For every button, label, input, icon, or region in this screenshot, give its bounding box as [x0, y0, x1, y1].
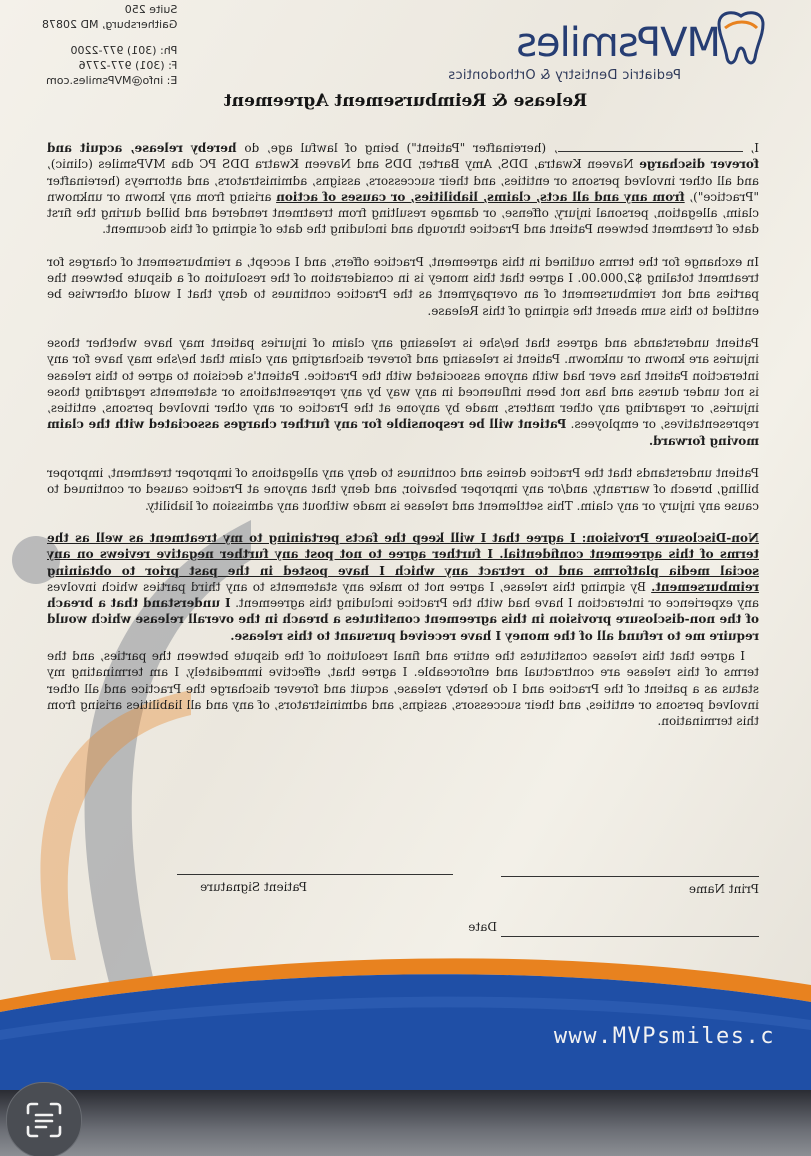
paragraph-release: [47, 140, 759, 238]
agreement-body: [47, 140, 759, 746]
signature-block: [47, 862, 759, 952]
logo-wordmark: [517, 20, 721, 66]
photo-bottom-shadow: [0, 1090, 811, 1156]
p5-bold: I understand that a breach of the non-disclosure provision in this agreement constitutes a breach in the overall release which would require me to refund all of the money I have received pursuant to this release.: [47, 596, 759, 643]
p3-text: Patient understands and agrees that he/she is releasing any claim of injuries patient may have whether those injuries are known or unknown. Patient is releasing and forever discharging any claim that he/she may have for any interaction Patient has ever had with anyone associated with the Practice. Patient's decision to agree to this release is not under duress and has not been influenced in any way by any representations or statements regarding those injuries, or regarding any other matters, made by anyone at the Practice or any other involved persons, entities, representatives, or employees.: [47, 335, 759, 432]
print-name-label: Print Name: [688, 882, 759, 896]
p5-head: Non-Disclosure Provision:: [581, 530, 759, 545]
p1-text1: Naveen Kwatra, DDS, Amy Barter, DDS and Naveen Kwatra DDS PC dba MVPsmiles (clinic), and all other involved persons or entities, and their successors, assigns, administrators, and attorneys (hereinafter "Practice"),: [46, 157, 759, 204]
date-label: Date: [468, 920, 497, 934]
p5-text: By signing this release, I agree not to make any statements to any third parties which involves any experience or interaction I have had with the Practice including this agreement.: [47, 579, 759, 611]
contact-email: E: info@MVPsmiles.com: [46, 74, 178, 87]
contact-city: Gaithersburg, MD 20878: [42, 18, 178, 31]
patient-signature-line[interactable]: [177, 874, 453, 875]
p1-mid: , (hereinafter "Patient") being of lawful age, do: [236, 141, 558, 155]
print-name-line[interactable]: [501, 876, 759, 877]
p1-text2: arising from any known or unknown claim, allegation, personal injury, offense, or damage resulting from treatment rendered and billed during the first date of treatment between Patient and Practice through and including the date of signing of this document.: [47, 189, 759, 237]
name-blank-line: [558, 140, 743, 152]
text-scan-button[interactable]: [6, 1082, 82, 1156]
logo-smiles: smiles: [517, 20, 639, 66]
contact-block: [42, 2, 177, 88]
paragraph-understanding: [47, 335, 759, 449]
p1-lead: I,: [750, 141, 759, 155]
document-title: Release & Reimbursement Agreement: [223, 91, 588, 111]
text-scan-icon: [25, 1101, 63, 1139]
paragraph-termination: I agree that this release constitutes the entire and final resolution of the dispute between the parties, and the terms of this release are contractual and enforceable. I agree that, effective immediately, I am terminating my status as a patient of the Practice and I do hereby release, acquit and forever discharge the Practice and all other involved persons or entities, and their successors, assigns, and administrators, of any and all liabilities arising from this termination.: [47, 649, 759, 729]
logo-mvp: MVP: [638, 20, 721, 66]
website-url: www.MVPsmiles.c: [553, 1024, 775, 1049]
p1-bold2: from any and all acts, claims, liabilities, or causes of action: [276, 189, 685, 204]
paragraph-denial: Patient understands that the Practice denies and continues to deny any allegations of improper treatment, improper billing, breach of warranty, and/or any improper behavior, and deny that anyone at Practice caused or continued to cause any injury or any claim. This settlement and release is made without any admission of liability.: [47, 466, 759, 513]
mvpsmiles-logo: [441, 6, 771, 82]
contact-fax: F: (301) 977-2776: [78, 59, 178, 72]
paragraph-non-disclosure: [47, 530, 759, 644]
letterhead: [0, 0, 811, 87]
contact-phone: Ph: (301) 977-2200: [70, 44, 178, 57]
p3-bold: Patient will be responsible for any further charges associated with the claim moving forward.: [47, 417, 759, 448]
p1-bold1: hereby release, acquit and forever discharge: [47, 141, 759, 172]
p5-bold-underlined: I agree that I will keep the facts pertaining to my treatment as well as the terms of this agreement confidential. I further agree to not post any further negative reviews on any social media platforms and to retract any which I have posted in the past prior to obtaining reimbursement.: [47, 530, 759, 594]
logo-tagline: Pediatric Dentistry & Orthodontics: [448, 68, 681, 83]
contact-suite: Suite 250: [124, 3, 178, 16]
paragraph-reimbursement: In exchange for the terms outlined in this agreement, Practice offers, and I accept, a reimbursement of charges for treatment totaling $2,000.00. I agree that this money is in consideration of the resolution of a dispute between the parties and not reimbursement of an overpayment as the Practice continues to deny that I would otherwise be entitled to this sum absent the signing of this Release.: [47, 254, 759, 318]
patient-signature-label: Patient Signature: [200, 880, 307, 894]
date-line[interactable]: [501, 936, 759, 937]
